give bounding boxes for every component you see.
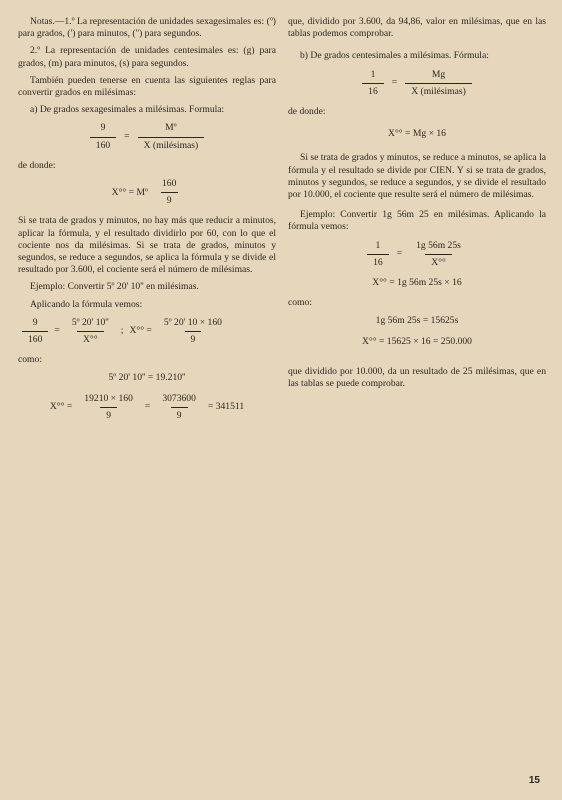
left-column [18, 16, 276, 430]
aplicando: Aplicando la fórmula vemos: [30, 298, 143, 310]
note-2: 2.º La representación de unidades centesimales es: (g) para grados, (m) para minutos, (s) para segundos. [18, 45, 276, 69]
page-number: 15 [528, 775, 540, 786]
fraction: $\frac{160}{9}$ [161, 178, 177, 207]
rule-paragraph: Si se trata de grados y minutos, no hay más que reducir a minutos, aplicar la fórmula, y el resultado dividirlo por 60, con lo que el cociente nos da milésimas. Si se trata de grados, minutos y segundos, se reduce a segundos, se aplica la fórmula y se divide el resultado por 3.600, el cociente será el número de milésimas. [18, 215, 276, 276]
note-1: Notas.—1.º La representación de unidades sexagesimales es: (º) para grados, (') para minutos, ('') para segundos. [18, 16, 276, 40]
como: como: [288, 297, 312, 309]
example-a-equation: $\frac{9}{160}$ = $\frac{\text{5º 20' 10''}}{X^\circ^\circ}$ ; X°° = $\frac{\text{5º 20' 10 × 160}}{9}$ [22, 317, 276, 346]
formula-b: $\frac{1}{16}$ = $\frac{Mg}{\text{X (milésimas)}}$ [288, 69, 546, 98]
fraction: $\frac{1}{16}$ [362, 69, 384, 98]
fraction: $\frac{19210 \times 160}{9}$ [84, 392, 133, 421]
continuation: que, dividido por 3.600, da 94,86, valor en milésimas, que en las tablas podemos comprobar. [288, 16, 546, 40]
example-b-equation: $\frac{1}{16}$ = $\frac{1g 56m 25s}{X^\circ^\circ}$ [288, 240, 546, 269]
example-b-result: X°° = 15625 × 16 = 250.000 [362, 335, 472, 347]
rule-paragraph: Si se trata de grados y minutos, se reduce a minutos, se aplica la fórmula y el resultado se divide por CIEN. Y si se trata de grados, minutos y segundos, se reduce a segundos, y se divide el resultado por 10.000, el cociente que resulte será el número de milésimas. [288, 152, 546, 201]
fraction: $\frac{9}{160}$ [22, 317, 48, 346]
example-a: Ejemplo: Convertir 5º 20' 10'' en milésimas. [30, 281, 199, 293]
fraction: $\frac{1g 56m 25s}{X^\circ^\circ}$ [416, 239, 461, 268]
example-b: Ejemplo: Convertir 1g 56m 25 en milésimas. Aplicando la fórmula vemos: [288, 209, 546, 233]
fraction: $\frac{9}{160}$ [90, 122, 116, 151]
example-a-result: X°° = $\frac{19210 \times 160}{9}$ = $\frac{3073600}{9}$ = 341511 [49, 392, 245, 421]
de-donde: de donde: [288, 106, 326, 118]
fraction: $\frac{1}{16}$ [367, 240, 389, 269]
fraction: $\frac{3073600}{9}$ [162, 392, 196, 421]
conversion-seconds: 5º 20' 10'' = 19.210'' [108, 372, 186, 384]
como: como: [18, 354, 42, 366]
formula-b-solved: X°° = Mg × 16 [388, 128, 446, 140]
fraction: $\frac{\text{Mº}}{\text{X (milésimas)}}$ [138, 122, 205, 151]
formula-a-solved: X°° = Mº $\frac{160}{9}$ [18, 178, 276, 207]
fraction: $\frac{Mg}{\text{X (milésimas)}}$ [405, 69, 472, 98]
fraction: $\frac{\text{5º 20' 10 × 160}}{9}$ [163, 316, 222, 346]
section-a-label: a) De grados sexagesimales a milésimas. Formula: [30, 104, 225, 116]
conversion-seconds: 1g 56m 25s = 15625s [375, 315, 459, 327]
formula-a: $\frac{9}{160}$ = $\frac{\text{Mº}}{\text{X (milésimas)}}$ [18, 122, 276, 151]
de-donde: de donde: [18, 159, 56, 171]
example-b-formula: X°° = 1g 56m 25s × 16 [372, 277, 462, 289]
right-column [288, 16, 546, 395]
rules-intro: También pueden tenerse en cuenta las siguientes reglas para convertir grados en milésimas: [18, 74, 276, 99]
final-paragraph: que dividido por 10.000, da un resultado de 25 milésimas, que en las tablas se puede comprobar. [288, 365, 546, 390]
fraction: $\frac{\text{5º 20' 10''}}{X^\circ^\circ}$ [71, 316, 109, 346]
section-b-label: b) De grados centesimales a milésimas. Fórmula: [300, 50, 489, 62]
